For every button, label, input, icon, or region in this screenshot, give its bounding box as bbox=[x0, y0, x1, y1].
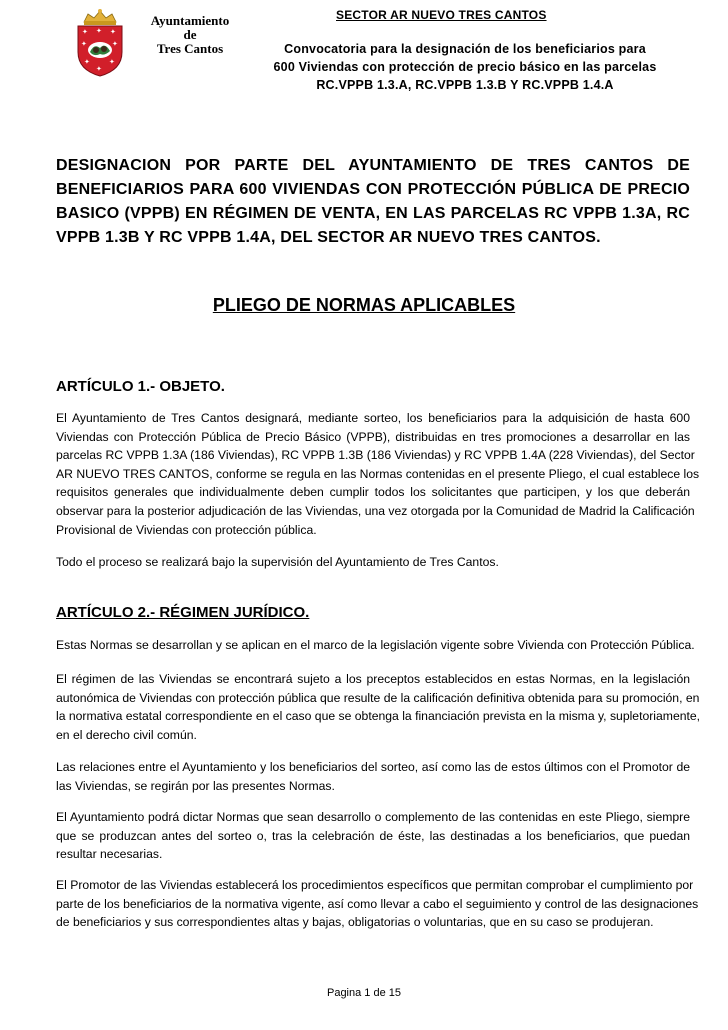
article-2-heading: ARTÍCULO 2.- RÉGIMEN JURÍDICO. bbox=[56, 604, 310, 621]
paragraph-line: parcelas RC VPPB 1.3A (186 Viviendas), RC VPPB 1.3B (186 Viviendas) y RC VPPB 1.4A (228 Viviendas), del Sector bbox=[56, 448, 695, 463]
paragraph-line: Todo el proceso se realizará bajo la supervisión del Ayuntamiento de Tres Cantos. bbox=[56, 555, 499, 569]
article-2-paragraph-1 bbox=[56, 636, 695, 655]
paragraph-line: Viviendas con Protección Pública de Precio Básico (VPPB), distribuidas en tres promociones a desarrollar en las bbox=[56, 429, 690, 444]
article-2-paragraph-2 bbox=[56, 670, 701, 744]
paragraph-line: parte de los beneficiarios de la normativa vigente, así como llevar a cabo el seguimiento y control de las designaciones bbox=[56, 896, 699, 911]
paragraph-line: en el derecho civil común. bbox=[56, 727, 197, 742]
paragraph-line: El Promotor de las Viviendas establecerá los procedimientos específicos que permitan comprobar el cumplimiento por bbox=[56, 878, 694, 892]
title-line: BENEFICIARIOS PARA 600 VIVIENDAS CON PROTECCIÓN PÚBLICA DE PRECIO bbox=[56, 181, 690, 198]
document-subtitle: PLIEGO DE NORMAS APLICABLES bbox=[212, 295, 516, 315]
title-line: BASICO (VPPB) EN RÉGIMEN DE VENTA, EN LAS PARCELAS RC VPPB 1.3A, RC bbox=[56, 205, 690, 222]
svg-text:✦: ✦ bbox=[96, 65, 102, 73]
svg-text:✦: ✦ bbox=[81, 40, 87, 48]
article-1-heading: ARTÍCULO 1.- OBJETO. bbox=[56, 378, 225, 395]
paragraph-line: El Ayuntamiento de Tres Cantos designará, mediante sorteo, los beneficiarios para la adquisición de hasta 600 bbox=[56, 411, 690, 425]
article-1-paragraph-2 bbox=[56, 553, 690, 572]
paragraph-line: El Ayuntamiento podrá dictar Normas que sean desarrollo o complemento de las contenidas en este Pliego, siempre bbox=[56, 810, 690, 824]
municipal-coat-of-arms-icon bbox=[72, 8, 128, 78]
svg-text:✦: ✦ bbox=[110, 28, 116, 36]
paragraph-line: AR NUEVO TRES CANTOS, conforme se regula en las Normas contenidas en el presente Pliego, el cual establece los bbox=[56, 466, 700, 481]
paragraph-line: resultar necesarias. bbox=[56, 847, 163, 862]
paragraph-line: Las relaciones entre el Ayuntamiento y los beneficiarios del sorteo, así como las de estos últimos con el Promotor de bbox=[56, 760, 690, 774]
paragraph-line: autonómica de Viviendas con protección pública que resulte de la calificación definitiva obtenida para su promoción, en bbox=[56, 690, 700, 705]
header-sector: SECTOR AR NUEVO TRES CANTOS bbox=[336, 8, 547, 22]
svg-text:✦: ✦ bbox=[96, 27, 102, 35]
paragraph-line: requisitos generales que individualmente deben cumplir todos los solicitantes que participen, y los que deberán bbox=[56, 485, 690, 500]
paragraph-line: Estas Normas se desarrollan y se aplican en el marco de la legislación vigente sobre Vivienda con Protección Pública. bbox=[56, 638, 695, 652]
article-2-paragraph-5 bbox=[56, 876, 699, 932]
paragraph-line: que se produzcan antes del sorteo o, tras la celebración de éste, las destinadas a los beneficiarios, que puedan bbox=[56, 828, 690, 843]
document-title bbox=[56, 154, 690, 250]
paragraph-line: de beneficiarios y sus correspondientes altas y bajas, obligatorias o voluntarias, que en su caso se produjeran. bbox=[56, 915, 654, 930]
header-convocatoria-line: Convocatoria para la designación de los beneficiarios para bbox=[284, 42, 646, 56]
municipality-name-line: Tres Cantos bbox=[156, 41, 224, 56]
title-line: VPPB 1.3B Y RC VPPB 1.4A, DEL SECTOR AR NUEVO TRES CANTOS. bbox=[56, 229, 601, 246]
article-1-paragraph-1 bbox=[56, 409, 700, 539]
paragraph-line: la normativa estatal correspondiente en el caso que se obtenga la financiación prevista en la misma y, supletoriamente, bbox=[56, 709, 701, 724]
paragraph-line: las Viviendas, se regirán por las presentes Normas. bbox=[56, 778, 335, 793]
article-2-paragraph-4 bbox=[56, 808, 690, 864]
page-number: Pagina 1 de 15 bbox=[326, 987, 401, 999]
title-line: DESIGNACION POR PARTE DEL AYUNTAMIENTO DE TRES CANTOS DE bbox=[56, 157, 690, 174]
paragraph-line: observar para la posterior adjudicación de las Viviendas, una vez otorgada por la Comunidad de Madrid la Calificación bbox=[56, 503, 695, 518]
svg-text:✦: ✦ bbox=[112, 40, 118, 48]
svg-text:✦: ✦ bbox=[82, 28, 88, 36]
header-convocatoria-line: RC.VPPB 1.3.A, RC.VPPB 1.3.B Y RC.VPPB 1.4.A bbox=[316, 78, 614, 92]
municipality-name-line: Ayuntamiento bbox=[150, 13, 230, 28]
article-2-paragraph-3 bbox=[56, 758, 690, 795]
header-convocatoria-line: 600 Viviendas con protección de precio básico en las parcelas bbox=[273, 60, 657, 74]
municipality-name-line: de bbox=[183, 27, 197, 42]
svg-text:✦: ✦ bbox=[109, 58, 115, 66]
svg-text:✦: ✦ bbox=[84, 58, 90, 66]
paragraph-line: Provisional de Viviendas con protección pública. bbox=[56, 522, 317, 537]
paragraph-line: El régimen de las Viviendas se encontrará sujeto a los preceptos establecidos en estas Normas, en la legislación bbox=[56, 672, 690, 686]
